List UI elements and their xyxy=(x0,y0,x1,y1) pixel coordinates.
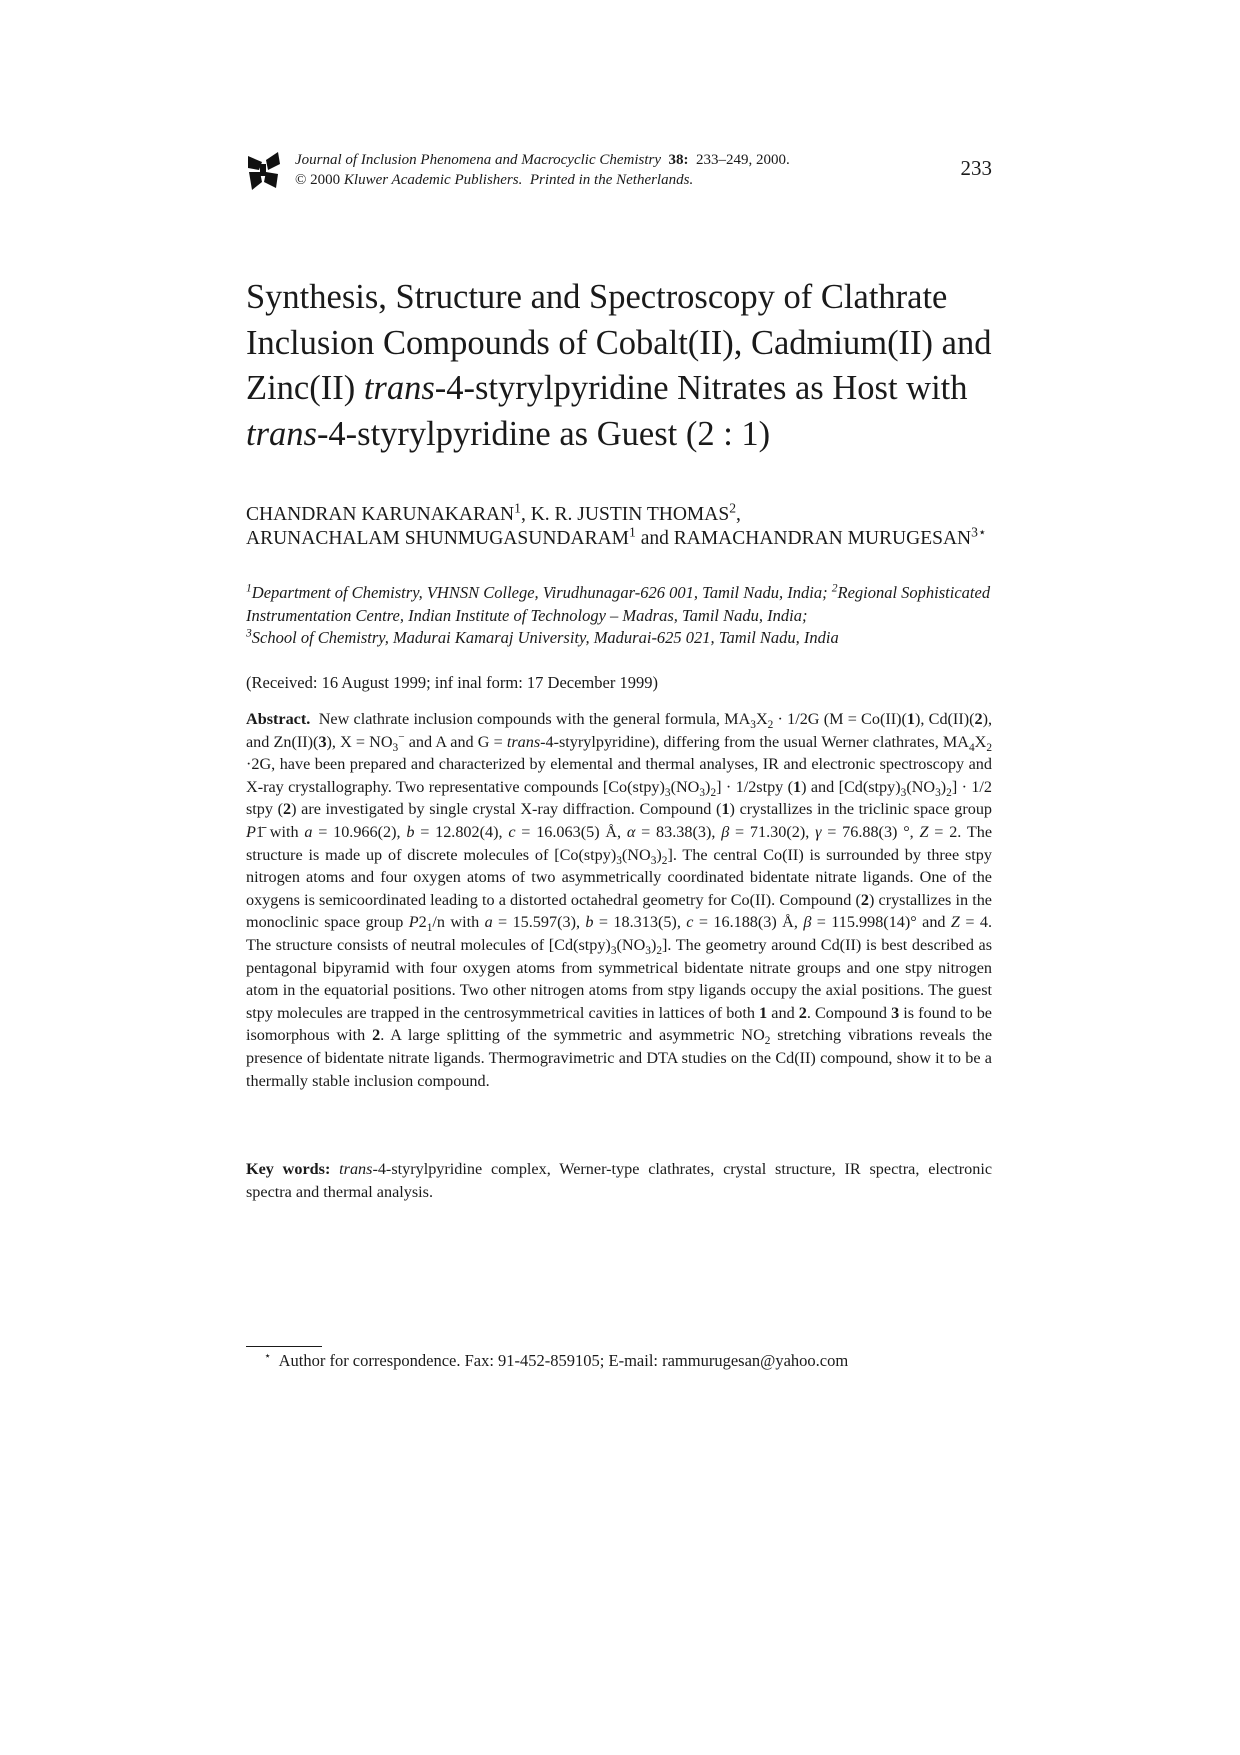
page-number: 233 xyxy=(960,156,992,180)
received-dates: (Received: 16 August 1999; inf inal form: 17 December 1999) xyxy=(246,673,658,692)
paper-title: Synthesis, Structure and Spectroscopy of Clathrate Inclusion Compounds of Cobalt(II), Cadmium(II) and Zinc(II) trans-4-styrylpyridine Nitrates as Host with trans-4-styrylpyridine as Guest (2 : 1) xyxy=(246,278,992,453)
author-list: CHANDRAN KARUNAKARAN$^1$, K. R. JUSTIN THOMAS$^2$, ARUNACHALAM SHUNMUGASUNDARAM$^1$ and RAMACHANDRAN $MURUGESAN^{3⋆}$ xyxy=(246,500,987,549)
footnote-rule xyxy=(246,1346,322,1347)
journal-citation: Journal of Inclusion Phenomena and Macrocyclic Chemistry 38: 233–249, 2000. © 2000 Kluwer Academic Publishers. Printed in the Netherlands. xyxy=(295,152,790,188)
keywords: Key words: trans-4-styrylpyridine complex, Werner-type clathrates, crystal structure, IR spectra, electronic spectra and thermal analysis. xyxy=(246,1160,993,1201)
publisher-logo-icon xyxy=(246,148,280,192)
affiliations: $^1$Department of Chemistry, VHNSN College, Virudhunagar-626 001, Tamil Nadu, India; $^2$Regional Sophisticated Instrumentation Centre, Indian Institute of Technology – Madras, Tamil Nadu, India; $^3$School of Chemistry, Madurai Kamaraj University, Madurai-625 021, Tamil Nadu, India xyxy=(246,582,991,647)
correspondence-footnote: ⋆ Author for correspondence. Fax: 91-452-859105; E-mail: rammurugesan@yahoo.com xyxy=(264,1350,849,1370)
abstract: Abstract. New clathrate inclusion compounds with the general formula, $MA_3X_2 \cdot 1/2G$ (M = Co(II)(1), Cd(II)(2), and Zn(II)(3), $X = NO_3^-$ and A and G = trans-4-styrylpyridine), differing from the usual Werner clathrates, $MA_4X_2 \cdot 2G$, have been prepared and characterized by elemental and thermal analyses, IR and electronic spectroscopy and X-ray crystallography. Two representative compounds $[Co(stpy)_3(NO_3)_2]$ · 1/2stpy (1) and $[Cd(stpy)_3(NO_3)_2] \cdot 1/2$ stpy (2) are investigated by single crystal X-ray diffraction. Compound (1) crystallizes in the triclinic space group P1̄ with a = 10.966(2), b = 12.802(4), c = 16.063(5) Å, α = 83.38(3), β = 71.30(2), γ = 76.88(3) °, Z = 2. The structure is made up of discrete molecules of $[Co(stpy)_3(NO_3)_2]$. The central Co(II) is surrounded by three stpy nitrogen atoms and four oxygen atoms of two asymmetrically coordinated bidentate nitrate ligands. One of the oxygens is semicoordinated leading to a distorted octahedral geometry for Co(II). Compound (2) crystallizes in the monoclinic space group $P2_1/n$ with a = 15.597(3), b = 18.313(5), c = 16.188(3) Å, β = 115.998(14)° and Z = 4. The structure consists of neutral molecules of $[Cd(stpy)_3(NO_3)_2]$. The geometry around Cd(II) is best described as pentagonal bipyramid with four oxygen atoms from symmetrical bidentate nitrate groups and one stpy nitrogen atom in the equatorial positions. Two other nitrogen atoms from stpy ligands occupy the axial positions. The guest stpy molecules are trapped in the centrosymmetrical cavities in lattices of both 1 and 2. Compound 3 is found to be isomorphous with 2. A large splitting of the symmetric and asymmetric $NO_2$ stretching vibrations reveals the presence of bidentate nitrate ligands. Thermogravimetric and DTA studies on the Cd(II) compound, show it to be a thermally stable inclusion compound. xyxy=(246,710,993,1090)
